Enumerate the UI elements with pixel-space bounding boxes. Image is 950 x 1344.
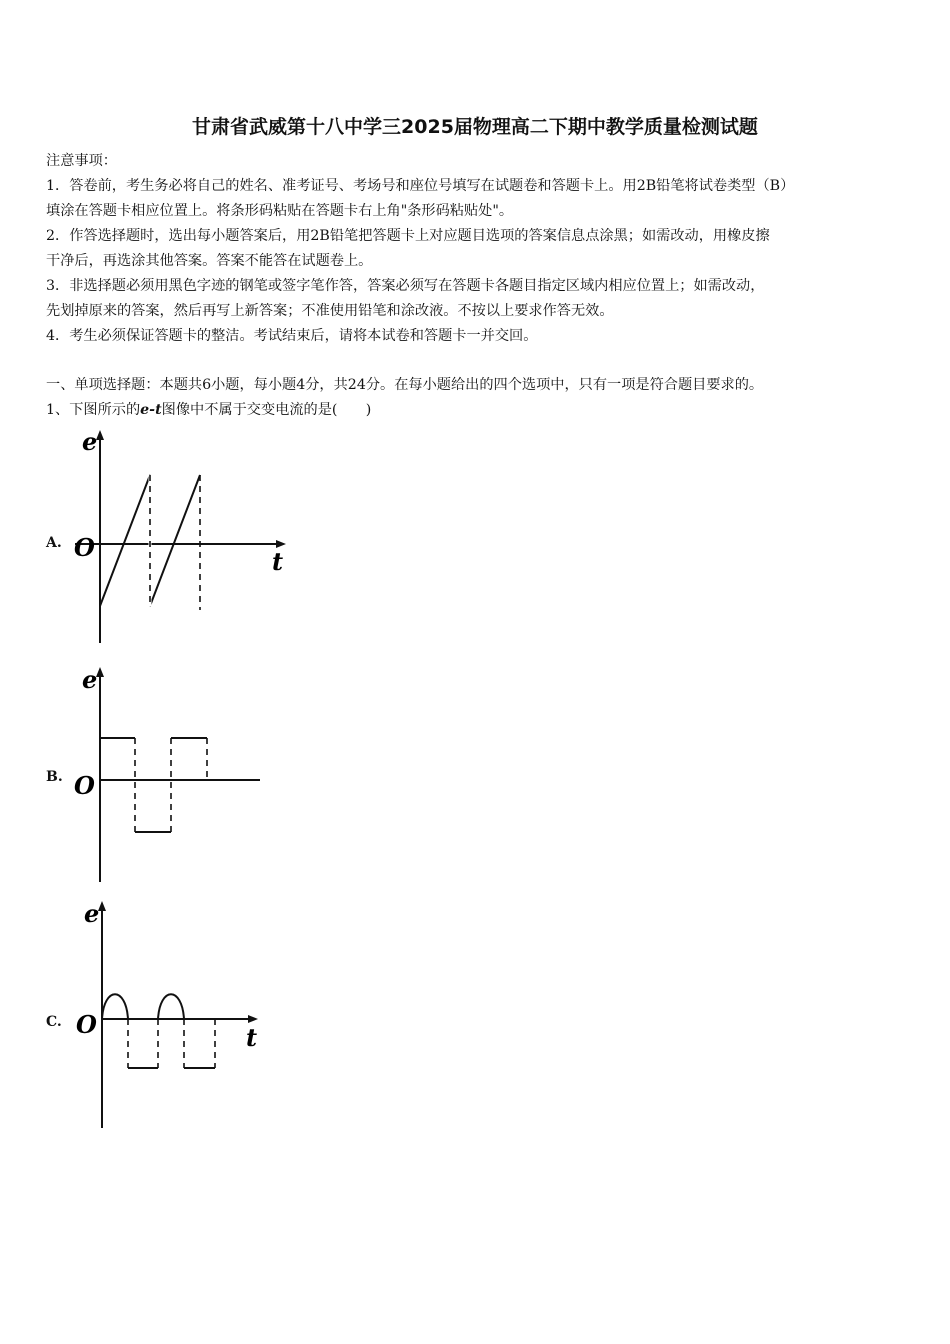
question-suffix: 图像中不属于交变电流的是( ) xyxy=(161,402,372,418)
origin-label: O xyxy=(76,1010,97,1039)
y-axis-label: e xyxy=(82,665,98,694)
option-a-label: A. xyxy=(46,535,62,551)
y-axis-label: e xyxy=(82,428,98,456)
x-axis-label: t xyxy=(272,547,284,576)
option-b-graph xyxy=(70,664,270,884)
origin-label: O xyxy=(74,771,95,800)
notice-line-4: 干净后，再选涂其他答案。答案不能答在试题卷上。 xyxy=(46,253,373,269)
page-title: 甘肃省武威第十八中学三2025届物理高二下期中教学质量检测试题 xyxy=(192,116,758,138)
notice-line-3: 2．作答选择题时，选出每小题答案后，用2B铅笔把答题卡上对应题目选项的答案信息点涂黑；如需改动，用橡皮擦 xyxy=(46,228,770,244)
y-axis-label: e xyxy=(84,899,100,928)
question-prefix: 1、下图所示的 xyxy=(46,402,141,418)
question-variable: e-t xyxy=(140,402,162,418)
section-heading: 一、单项选择题：本题共6小题，每小题4分，共24分。在每小题给出的四个选项中，只有一项是符合题目要求的。 xyxy=(46,377,764,393)
notice-heading: 注意事项： xyxy=(46,153,117,169)
notice-line-7: 4．考生必须保证答题卡的整洁。考试结束后，请将本试卷和答题卡一并交回。 xyxy=(46,328,538,344)
notice-line-6: 先划掉原来的答案，然后再写上新答案；不准使用铅笔和涂改液。不按以上要求作答无效。 xyxy=(46,303,614,319)
question-1 xyxy=(46,398,906,423)
question-block xyxy=(46,373,906,423)
x-axis-label: t xyxy=(246,1023,258,1052)
option-b-label: B. xyxy=(46,769,63,785)
origin-label: O xyxy=(74,533,95,562)
notice-line-1: 1．答卷前，考生务必将自己的姓名、准考证号、考场号和座位号填写在试题卷和答题卡上。用2B铅笔将试卷类型（B） xyxy=(46,178,795,194)
notice-line-2: 填涂在答题卡相应位置上。将条形码粘贴在答题卡右上角"条形码粘贴处"。 xyxy=(46,203,514,219)
option-c-label: C. xyxy=(46,1014,62,1030)
notice-block xyxy=(46,149,906,349)
option-a-graph xyxy=(70,428,292,648)
notice-line-5: 3．非选择题必须用黑色字迹的钢笔或签字笔作答，答案必须写在答题卡各题目指定区域内相应位置上；如需改动， xyxy=(46,278,765,294)
option-c-graph xyxy=(70,898,270,1130)
